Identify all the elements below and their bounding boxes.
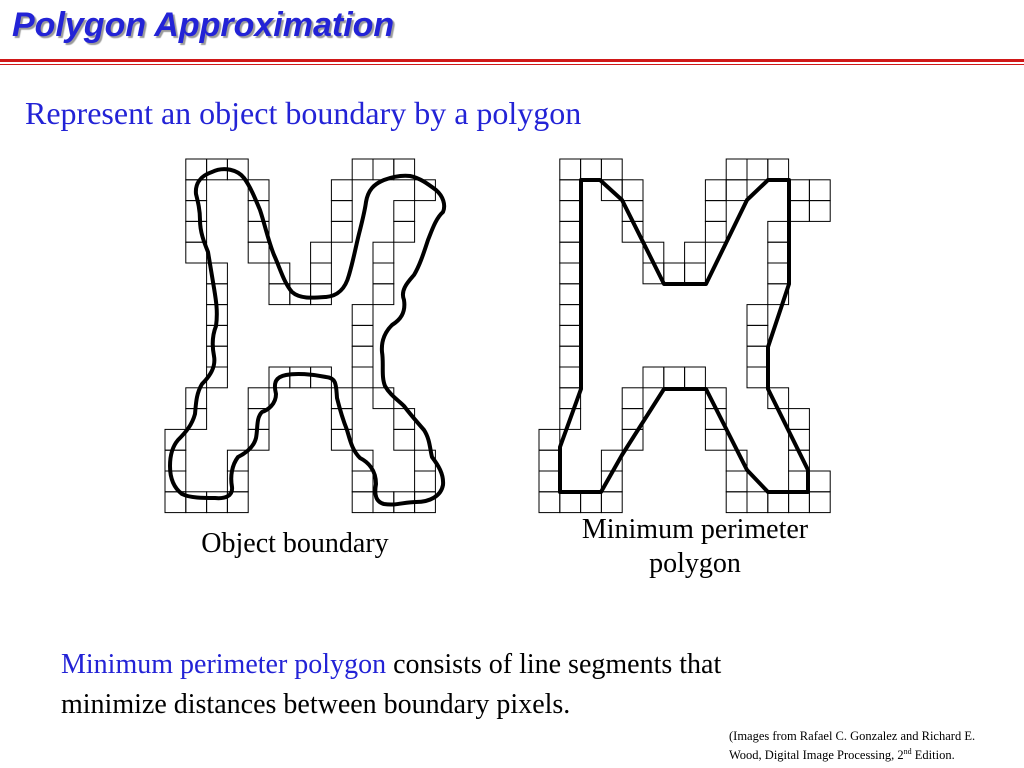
grid-pixel [415,471,436,492]
grid-pixel [622,388,643,409]
grid-pixel [685,367,706,388]
grid-pixel [768,221,789,242]
grid-pixel [789,201,810,222]
grid-pixel [560,492,581,513]
grid-pixel [705,221,726,242]
grid-pixel [311,242,332,263]
grid-pixel [560,367,581,388]
grid-pixel [747,492,768,513]
object-boundary-figure [165,159,444,513]
grid-pixel [560,221,581,242]
grid-pixel [747,367,768,388]
mpp-caption-line1: Minimum perimeter [581,514,809,545]
grid-pixel [539,429,560,450]
grid-pixel [290,367,311,388]
grid-pixel [539,492,560,513]
grid-pixel [747,305,768,326]
minimum-perimeter-polygon-figure [539,159,830,513]
grid-pixel [352,492,373,513]
grid-pixel [768,263,789,284]
grid-pixel [248,388,269,409]
grid-pixel [581,159,602,180]
grid-pixel [768,492,789,513]
grid-pixel [560,242,581,263]
grid-pixel [664,367,685,388]
grid-pixel [373,263,394,284]
body-paragraph [61,645,921,725]
grid-pixel [789,409,810,430]
grid-pixel [352,367,373,388]
grid-pixel [207,346,228,367]
object-boundary-pixel-grid [165,159,435,513]
grid-pixel [560,201,581,222]
grid-pixel [539,471,560,492]
body-highlight-term: Minimum perimeter polygon [61,649,387,680]
grid-pixel [726,180,747,201]
grid-pixel [373,242,394,263]
grid-pixel [747,325,768,346]
grid-pixel [705,429,726,450]
grid-pixel [560,284,581,305]
grid-pixel [789,180,810,201]
grid-pixel [352,325,373,346]
grid-pixel [705,201,726,222]
image-credit [729,727,1019,766]
grid-pixel [352,346,373,367]
grid-pixel [560,159,581,180]
credit-line1: (Images from Rafael C. Gonzalez and Richard E. [729,729,976,743]
mpp-polygon [560,180,808,492]
grid-pixel [747,346,768,367]
credit-line2-suffix: Edition. [911,748,955,763]
grid-pixel [768,242,789,263]
mpp-caption-line2: polygon [649,547,741,579]
grid-pixel [664,263,685,284]
grid-pixel [747,159,768,180]
grid-pixel [622,180,643,201]
grid-pixel [726,471,747,492]
grid-pixel [726,492,747,513]
slide-subtitle: Represent an object boundary by a polygon [25,95,582,131]
credit-edition-sup: nd [903,747,912,757]
grid-pixel [789,492,810,513]
body-line2: minimize distances between boundary pixels. [61,688,571,720]
slide-title: Polygon Approximation [12,6,395,44]
grid-pixel [394,221,415,242]
grid-pixel [394,409,415,430]
grid-pixel [560,346,581,367]
body-line1-rest: consists of line segments that [386,649,722,680]
grid-pixel [207,492,228,513]
grid-pixel [352,471,373,492]
grid-pixel [726,159,747,180]
grid-pixel [560,180,581,201]
grid-pixel [768,159,789,180]
grid-pixel [394,429,415,450]
grid-pixel [685,263,706,284]
grid-pixel [809,471,830,492]
credit-line2-prefix: Wood, Digital Image Processing, 2 [729,748,904,763]
body-line1 [61,645,921,685]
grid-pixel [809,180,830,201]
mpp-caption [540,513,850,580]
grid-pixel [685,242,706,263]
credit-line2 [729,746,1019,766]
grid-pixel [809,201,830,222]
grid-pixel [601,159,622,180]
object-boundary-caption: Object boundary [201,528,389,559]
grid-pixel [311,284,332,305]
grid-pixel [394,201,415,222]
grid-pixel [560,263,581,284]
object-boundary-curve [170,169,444,504]
grid-pixel [352,159,373,180]
grid-pixel [581,492,602,513]
grid-pixel [539,450,560,471]
grid-pixel [311,263,332,284]
grid-pixel [560,305,581,326]
grid-pixel [560,325,581,346]
grid-pixel [331,201,352,222]
grid-pixel [601,492,622,513]
grid-pixel [352,305,373,326]
grid-pixel [643,367,664,388]
grid-pixel [809,492,830,513]
grid-pixel [331,180,352,201]
grid-pixel [373,284,394,305]
grid-pixel [705,180,726,201]
grid-pixel [248,242,269,263]
grid-pixel [331,221,352,242]
